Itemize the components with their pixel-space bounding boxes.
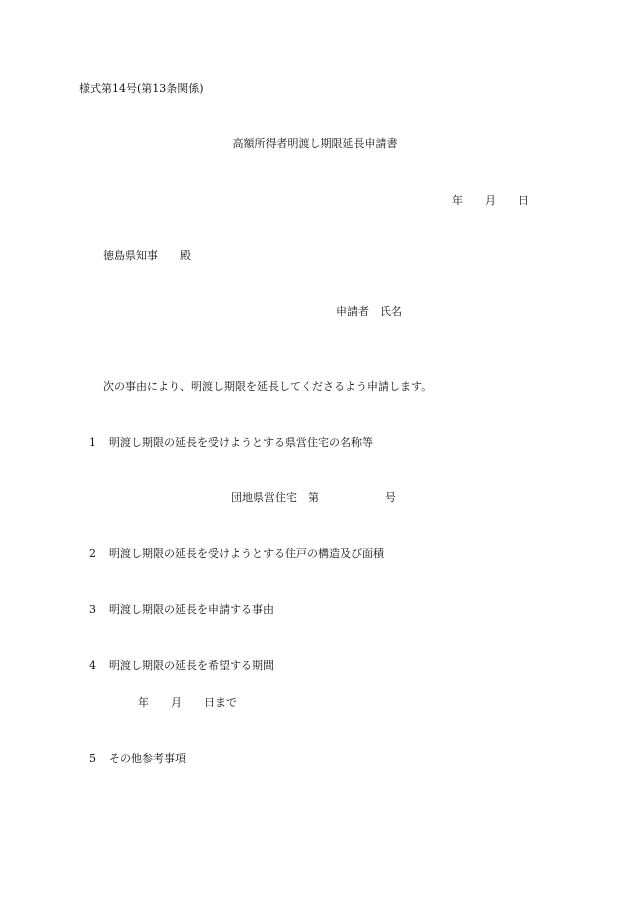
item-number: 4: [89, 659, 96, 672]
document-title: 高額所得者明渡し期限延長申請書: [232, 137, 398, 150]
item-4: [89, 659, 274, 673]
item-3: [89, 603, 274, 617]
item-label: 明渡し期限の延長を希望する期間: [109, 659, 274, 672]
applicant-name-label: 申請者 氏名: [336, 305, 402, 318]
item-number: 2: [89, 547, 96, 560]
item-2: [89, 547, 384, 561]
item-label: 明渡し期限の延長を申請する事由: [109, 603, 274, 616]
item-number: 3: [89, 603, 96, 616]
item-label: 明渡し期限の延長を受けようとする住戸の構造及び面積: [109, 547, 384, 560]
date-line: 年 月 日: [452, 194, 529, 207]
addressee: 徳島県知事 殿: [103, 249, 191, 262]
item-number: 1: [89, 436, 96, 449]
item-label: その他参考事項: [109, 752, 186, 765]
item-4-value: 年 月 日まで: [138, 696, 237, 709]
item-number: 5: [89, 752, 96, 765]
form-number: 様式第14号(第13条関係): [79, 82, 204, 95]
item-5: [89, 752, 186, 766]
item-1: [89, 436, 373, 450]
item-1-value: 団地県営住宅 第 号: [231, 491, 396, 504]
item-label: 明渡し期限の延長を受けようとする県営住宅の名称等: [109, 436, 373, 449]
application-statement: 次の事由により、明渡し期限を延長してくださるよう申請します。: [103, 380, 433, 393]
